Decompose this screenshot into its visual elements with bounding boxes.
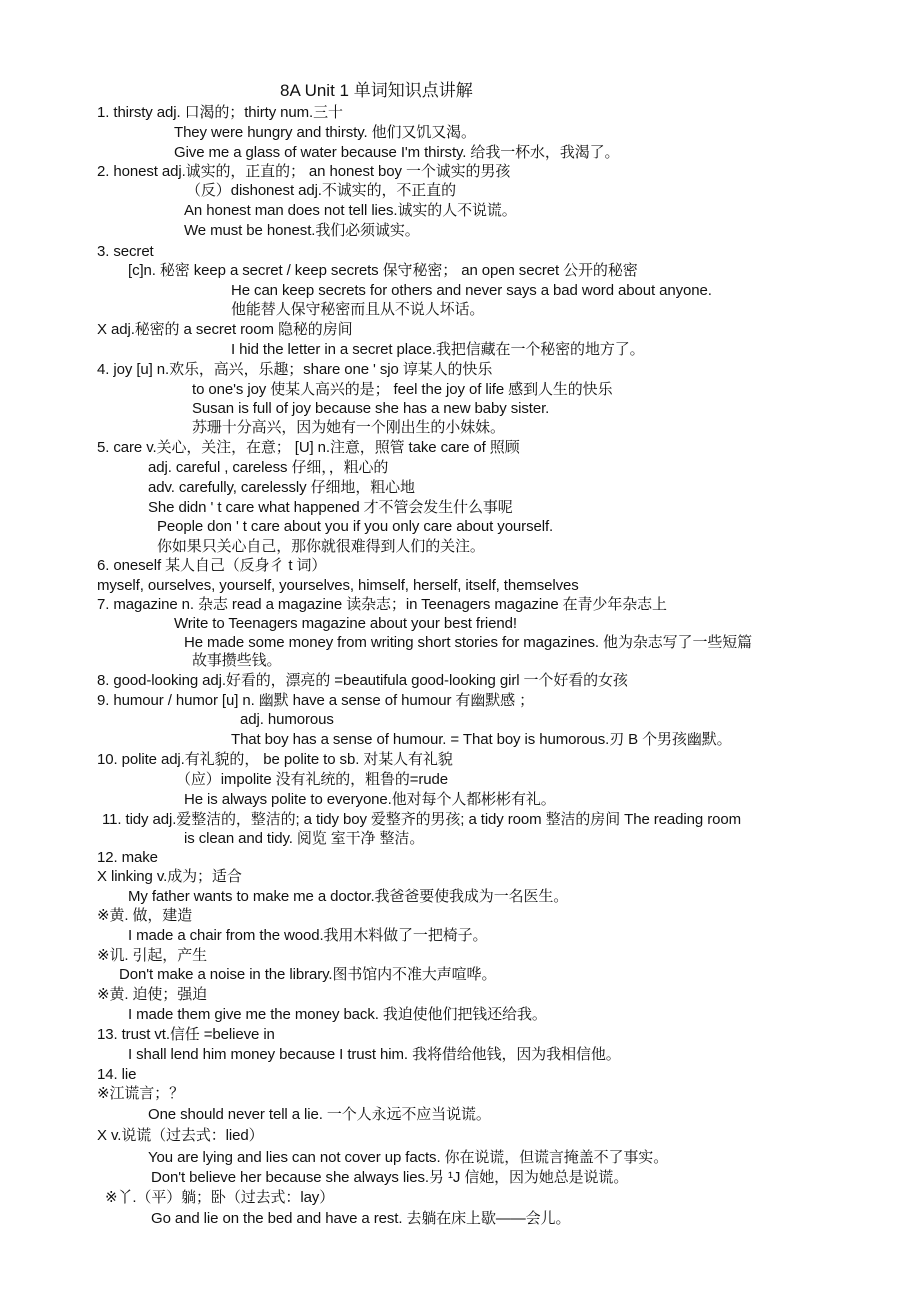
definition-line: ※黄. 做，建造	[97, 907, 193, 924]
definition-line: myself, ourselves, yourself, yourselves, himself, herself, itself, themselves	[97, 577, 579, 594]
example-line: I made a chair from the wood.我用木料做了一把椅子。	[128, 927, 488, 944]
example-line: I made them give me the money back. 我迫使他们把钱还给我。	[128, 1006, 547, 1023]
document-title: 8A Unit 1 单词知识点讲解	[280, 81, 473, 100]
definition-line: ※江谎言；？	[97, 1085, 184, 1102]
example-line: My father wants to make me a doctor.我爸爸要使我成为一名医生。	[128, 888, 569, 905]
entry-heading: 11. tidy adj.爱整洁的，整洁的; a tidy boy 爱整齐的男孩; a tidy room 整洁的房间 The reading room	[102, 811, 741, 828]
example-line: He can keep secrets for others and never says a bad word about anyone.	[231, 282, 712, 299]
example-line: 苏珊十分高兴，因为她有一个刚出生的小妹妹。	[192, 419, 505, 436]
definition-line: X linking v.成为；适合	[97, 868, 242, 885]
example-line: Write to Teenagers magazine about your best friend!	[174, 615, 517, 632]
entry-heading: 12. make	[97, 849, 158, 866]
example-line: （应）impolite 没有礼统的，粗鲁的=rude	[176, 771, 449, 788]
entry-heading: 2. honest adj.诚实的，正直的； an honest boy 一个诚实的男孩	[97, 163, 511, 180]
definition-line: X adj.秘密的 a secret room 隐秘的房间	[97, 321, 353, 338]
example-line: Give me a glass of water because I'm thirsty. 给我一杯水，我渴了。	[174, 144, 620, 161]
definition-line: ※黄. 迫使；强迫	[97, 986, 208, 1003]
entry-heading: 7. magazine n. 杂志 read a magazine 读杂志；in Teenagers magazine 在青少年杂志上	[97, 596, 667, 613]
definition-line: [c]n. 秘密 keep a secret / keep secrets 保守秘密； an open secret 公开的秘密	[128, 262, 638, 279]
entry-heading: 6. oneself 某人自己（反身彳 t 词）	[97, 557, 327, 574]
example-line: Go and lie on the bed and have a rest. 去躺在床上歇——会儿。	[151, 1210, 571, 1227]
example-line: 你如果只关心自己，那你就很难得到人们的关注。	[157, 538, 485, 555]
example-line: 故事攒些钱。	[192, 652, 282, 669]
example-line: （反）dishonest adj.不诚实的，不正直的	[186, 182, 456, 199]
entry-heading: 5. care v.关心，关注，在意； [U] n.注意，照管 take care of 照顾	[97, 439, 520, 456]
example-line: is clean and tidy. 阅览 室干净 整洁。	[184, 830, 425, 847]
entry-heading: 4. joy [u] n.欢乐，高兴，乐趣；share one ' sjo 谆某人的快乐	[97, 361, 493, 378]
example-line: Don't believe her because she always lies.另 ¹J 信她，因为她总是说谎。	[151, 1169, 629, 1186]
example-line: Susan is full of joy because she has a new baby sister.	[192, 400, 550, 417]
definition-line: X v.说谎（过去式：lied）	[97, 1127, 264, 1144]
entry-heading: 3. secret	[97, 243, 154, 260]
entry-heading: 14. lie	[97, 1066, 137, 1083]
example-line: adv. carefully, carelessly 仔细地，粗心地	[148, 479, 415, 496]
example-line: I hid the letter in a secret place.我把信藏在一个秘密的地方了。	[231, 341, 645, 358]
example-line: He made some money from writing short stories for magazines. 他为杂志写了一些短篇	[184, 634, 753, 651]
example-line: People don ' t care about you if you only care about yourself.	[157, 518, 554, 535]
entry-heading: 9. humour / humor [u] n. 幽默 have a sense of humour 有幽默感 ；	[97, 692, 534, 709]
example-line: adj. careful , careless 仔细，，粗心的	[148, 459, 389, 476]
definition-line: ※丫.（平）躺；卧（过去式：lay）	[105, 1189, 335, 1206]
example-line: I shall lend him money because I trust him. 我将借给他钱，因为我相信他。	[128, 1046, 621, 1063]
entry-heading: 8. good-looking adj.好看的，漂亮的 =beautifula good-looking girl 一个好看的女孩	[97, 672, 628, 689]
example-line: She didn ' t care what happened 才不管会发生什么事呢	[148, 499, 513, 516]
example-line: adj. humorous	[240, 711, 334, 728]
entry-heading: 1. thirsty adj. 口渴的；thirty num.三十	[97, 104, 343, 121]
example-line: He is always polite to everyone.他对每个人都彬彬有礼。	[184, 791, 556, 808]
definition-line: ※讥. 引起，产生	[97, 947, 208, 964]
entry-heading: 13. trust vt.信任 =believe in	[97, 1026, 275, 1043]
entry-heading: 10. polite adj.有礼貌的， be polite to sb. 对某人有礼貌	[97, 751, 453, 768]
example-line: to one's joy 使某人高兴的是； feel the joy of life 感到人生的快乐	[192, 381, 613, 398]
example-line: You are lying and lies can not cover up facts. 你在说谎，但谎言掩盖不了事实。	[148, 1149, 669, 1166]
example-line: They were hungry and thirsty. 他们又饥又渴。	[174, 124, 476, 141]
example-line: That boy has a sense of humour. = That boy is humorous.刃 B 个男孩幽默。	[231, 731, 732, 748]
example-line: An honest man does not tell lies.诚实的人不说谎。	[184, 202, 517, 219]
example-line: One should never tell a lie. 一个人永远不应当说谎。	[148, 1106, 491, 1123]
example-line: We must be honest.我们必须诚实。	[184, 222, 420, 239]
example-line: 他能替人保守秘密而且从不说人坏话。	[231, 301, 485, 318]
example-line: Don't make a noise in the library.图书馆内不准大声喧哗。	[119, 966, 497, 983]
